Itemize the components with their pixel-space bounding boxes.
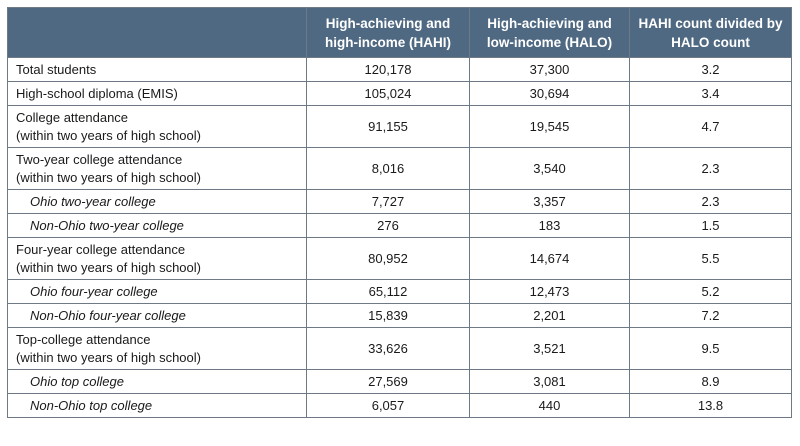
hahi-cell: 120,178 xyxy=(307,58,470,82)
header-halo: High-achieving and low-income (HALO) xyxy=(470,8,630,58)
halo-cell: 183 xyxy=(470,214,630,238)
row-label-text: Non-Ohio four-year college xyxy=(30,307,186,323)
ratio-cell: 9.5 xyxy=(630,328,792,370)
hahi-cell: 8,016 xyxy=(307,148,470,190)
header-row xyxy=(8,8,792,58)
ratio-cell: 2.3 xyxy=(630,148,792,190)
row-label-text: Ohio four-year college xyxy=(30,283,158,299)
table-row xyxy=(8,370,792,394)
row-label xyxy=(8,328,307,370)
halo-cell: 3,521 xyxy=(470,328,630,370)
hahi-cell: 105,024 xyxy=(307,82,470,106)
halo-cell: 2,201 xyxy=(470,304,630,328)
row-label xyxy=(8,190,307,214)
halo-cell: 14,674 xyxy=(470,238,630,280)
table-row xyxy=(8,58,792,82)
halo-cell: 440 xyxy=(470,394,630,418)
row-label-text: High-school diploma (EMIS) xyxy=(16,85,178,101)
hahi-cell: 91,155 xyxy=(307,106,470,148)
table-row xyxy=(8,190,792,214)
ratio-cell: 2.3 xyxy=(630,190,792,214)
hahi-cell: 276 xyxy=(307,214,470,238)
ratio-cell: 8.9 xyxy=(630,370,792,394)
ratio-cell: 13.8 xyxy=(630,394,792,418)
row-label-subtext: (within two years of high school) xyxy=(16,127,201,143)
table-row xyxy=(8,238,792,280)
header-label-column xyxy=(8,8,307,58)
row-label xyxy=(8,106,307,148)
halo-cell: 3,081 xyxy=(470,370,630,394)
row-label-text: Non-Ohio two-year college xyxy=(30,217,184,233)
data-table-wrapper xyxy=(7,7,792,418)
row-label xyxy=(8,304,307,328)
row-label-text: Ohio two-year college xyxy=(30,193,156,209)
hahi-cell: 15,839 xyxy=(307,304,470,328)
row-label xyxy=(8,394,307,418)
row-label-subtext: (within two years of high school) xyxy=(16,259,201,275)
ratio-cell: 5.5 xyxy=(630,238,792,280)
ratio-cell: 5.2 xyxy=(630,280,792,304)
ratio-cell: 7.2 xyxy=(630,304,792,328)
hahi-cell: 27,569 xyxy=(307,370,470,394)
table-row xyxy=(8,328,792,370)
row-label xyxy=(8,214,307,238)
row-label xyxy=(8,238,307,280)
header-hahi: High-achieving and high-income (HAHI) xyxy=(307,8,470,58)
hahi-cell: 33,626 xyxy=(307,328,470,370)
row-label-text: Non-Ohio top college xyxy=(30,397,153,413)
halo-cell: 19,545 xyxy=(470,106,630,148)
table-row xyxy=(8,214,792,238)
table-row xyxy=(8,82,792,106)
row-label-subtext: (within two years of high school) xyxy=(16,349,201,365)
halo-cell: 3,357 xyxy=(470,190,630,214)
row-label-text: Ohio top college xyxy=(30,373,124,389)
halo-cell: 37,300 xyxy=(470,58,630,82)
halo-cell: 12,473 xyxy=(470,280,630,304)
row-label xyxy=(8,82,307,106)
row-label xyxy=(8,148,307,190)
table-row xyxy=(8,106,792,148)
data-table xyxy=(7,7,792,418)
row-label-text: Four-year college attendance xyxy=(16,241,186,257)
ratio-cell: 3.4 xyxy=(630,82,792,106)
row-label-text: Total students xyxy=(16,61,97,77)
hahi-cell: 7,727 xyxy=(307,190,470,214)
ratio-cell: 4.7 xyxy=(630,106,792,148)
row-label-text: Top-college attendance xyxy=(16,331,151,347)
table-row xyxy=(8,304,792,328)
header-ratio: HAHI count divided by HALO count xyxy=(630,8,792,58)
table-row xyxy=(8,280,792,304)
row-label-text: College attendance xyxy=(16,109,129,125)
row-label-text: Two-year college attendance xyxy=(16,151,183,167)
row-label-subtext: (within two years of high school) xyxy=(16,169,201,185)
table-row xyxy=(8,148,792,190)
table-row xyxy=(8,394,792,418)
halo-cell: 30,694 xyxy=(470,82,630,106)
hahi-cell: 6,057 xyxy=(307,394,470,418)
hahi-cell: 65,112 xyxy=(307,280,470,304)
ratio-cell: 3.2 xyxy=(630,58,792,82)
row-label xyxy=(8,370,307,394)
halo-cell: 3,540 xyxy=(470,148,630,190)
row-label xyxy=(8,58,307,82)
hahi-cell: 80,952 xyxy=(307,238,470,280)
row-label xyxy=(8,280,307,304)
ratio-cell: 1.5 xyxy=(630,214,792,238)
